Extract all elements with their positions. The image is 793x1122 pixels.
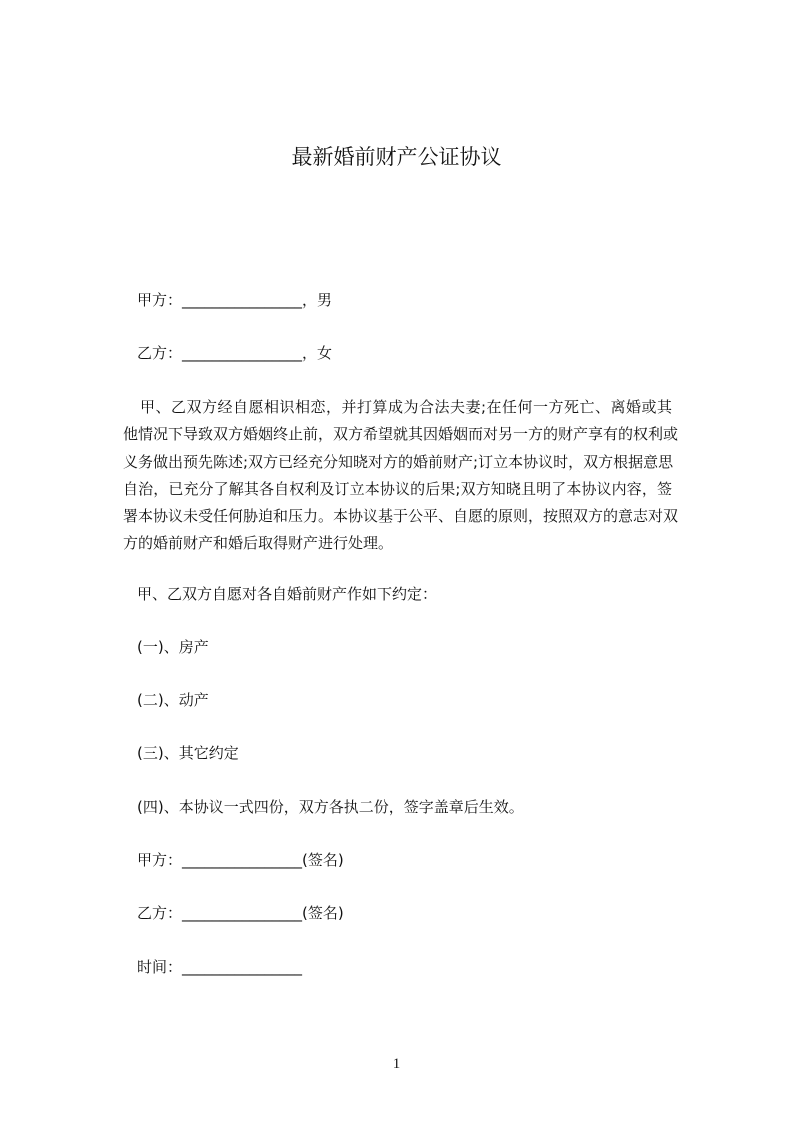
signature-party-b: 乙方：________________(签名)	[137, 904, 344, 922]
page-number: 1	[392, 1056, 401, 1072]
clause-2: (二)、动产	[137, 691, 209, 709]
preamble-line: 甲、乙双方经自愿相识相恋，并打算成为合法夫妻;在任何一方死亡、离婚或其	[140, 398, 672, 416]
agreement-intro: 甲、乙双方自愿对各自婚前财产作如下约定：	[137, 585, 438, 603]
party-a-line: 甲方：________________，男	[137, 291, 333, 309]
document-title: 最新婚前财产公证协议	[291, 145, 502, 169]
preamble-line: 自治，已充分了解其各自权利及订立本协议的后果;双方知晓且明了本协议内容，签	[123, 480, 672, 498]
party-b-line: 乙方：________________，女	[137, 344, 333, 362]
preamble-line: 方的婚前财产和婚后取得财产进行处理。	[123, 534, 394, 552]
clause-1: (一)、房产	[137, 638, 209, 656]
preamble-line: 署本协议未受任何胁迫和压力。本协议基于公平、自愿的原则，按照双方的意志对双	[123, 507, 679, 525]
clause-3: (三)、其它约定	[137, 744, 239, 762]
date-line: 时间：________________	[137, 958, 303, 976]
preamble-line: 义务做出预先陈述;双方已经充分知晓对方的婚前财产;订立本协议时，双方根据意思	[123, 453, 674, 471]
signature-party-a: 甲方：________________(签名)	[137, 851, 344, 869]
preamble-line: 他情况下导致双方婚姻终止前，双方希望就其因婚姻而对另一方的财产享有的权利或	[123, 425, 679, 443]
clause-4: (四)、本协议一式四份，双方各执二份，签字盖章后生效。	[137, 798, 524, 816]
